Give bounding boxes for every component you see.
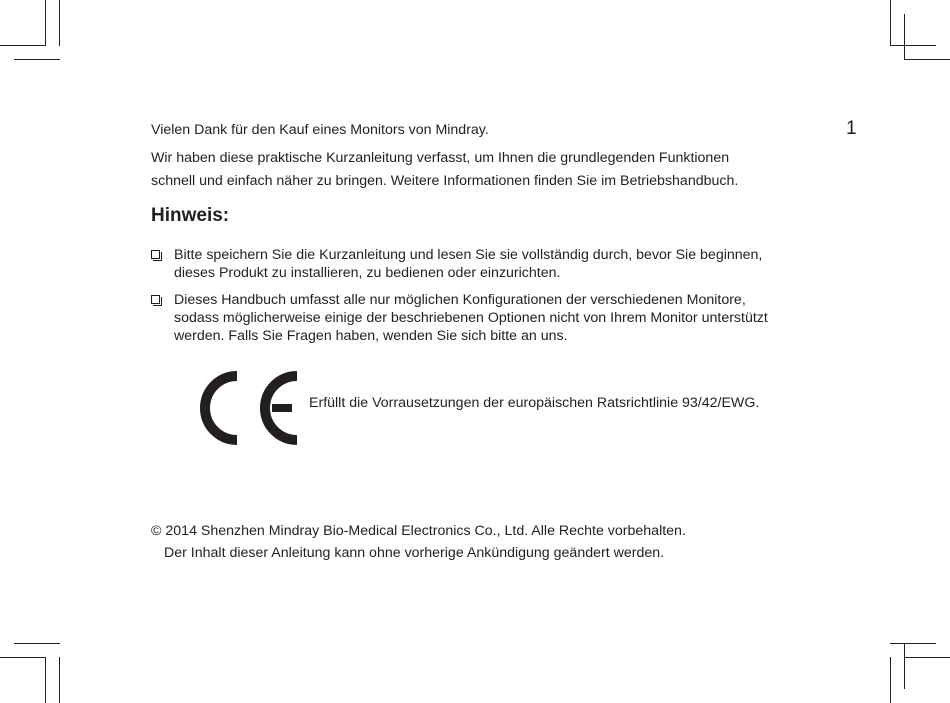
notice-item-line: werden. Falls Sie Fragen haben, wenden Sie sich bitte an uns. xyxy=(174,328,568,344)
crop-mark xyxy=(59,657,60,703)
intro-thanks: Vielen Dank für den Kauf eines Monitors von Mindray. xyxy=(151,122,489,138)
crop-mark xyxy=(14,59,60,60)
notice-list xyxy=(151,246,801,354)
crop-mark xyxy=(890,643,936,644)
checkbox-bullet-icon xyxy=(151,250,160,259)
crop-mark xyxy=(45,0,46,46)
crop-mark xyxy=(890,45,936,46)
crop-mark xyxy=(904,657,950,658)
copyright-line-1: © 2014 Shenzhen Mindray Bio-Medical Electronics Co., Ltd. Alle Rechte vorbehalten. xyxy=(151,523,686,539)
checkbox-bullet-icon xyxy=(151,295,160,304)
crop-mark xyxy=(904,59,950,60)
copyright-line-2: Der Inhalt dieser Anleitung kann ohne vorherige Ankündigung geändert werden. xyxy=(164,545,665,561)
intro-line-1: Wir haben diese praktische Kurzanleitung verfasst, um Ihnen die grundlegenden Funktionen xyxy=(151,150,730,166)
intro-line-2: schnell und einfach näher zu bringen. Weitere Informationen finden Sie im Betriebshandbuch. xyxy=(151,173,739,189)
notice-item-line: sodass möglicherweise einige der beschriebenen Optionen nicht von Ihrem Monitor unterstützt xyxy=(174,310,768,326)
crop-mark xyxy=(0,45,46,46)
notice-heading: Hinweis: xyxy=(151,205,230,226)
notice-item-line: Bitte speichern Sie die Kurzanleitung und lesen Sie sie vollständig durch, bevor Sie beginnen, xyxy=(174,247,763,263)
notice-item-line: Dieses Handbuch umfasst alle nur möglichen Konfigurationen der verschiedenen Monitore, xyxy=(174,292,746,308)
notice-item xyxy=(151,246,801,282)
crop-mark xyxy=(890,0,891,46)
crop-mark xyxy=(45,657,46,703)
ce-conformity-text: Erfüllt die Vorrausetzungen der europäischen Ratsrichtlinie 93/42/EWG. xyxy=(309,395,760,411)
crop-mark xyxy=(904,643,905,689)
crop-mark xyxy=(0,657,46,658)
crop-mark xyxy=(14,643,60,644)
crop-mark xyxy=(904,14,905,60)
notice-item xyxy=(151,291,801,345)
crop-mark xyxy=(890,657,891,703)
ce-mark-icon xyxy=(200,370,300,446)
crop-mark xyxy=(59,0,60,46)
notice-item-line: dieses Produkt zu installieren, zu bedienen oder einzurichten. xyxy=(174,265,561,281)
page-number: 1 xyxy=(846,118,857,139)
